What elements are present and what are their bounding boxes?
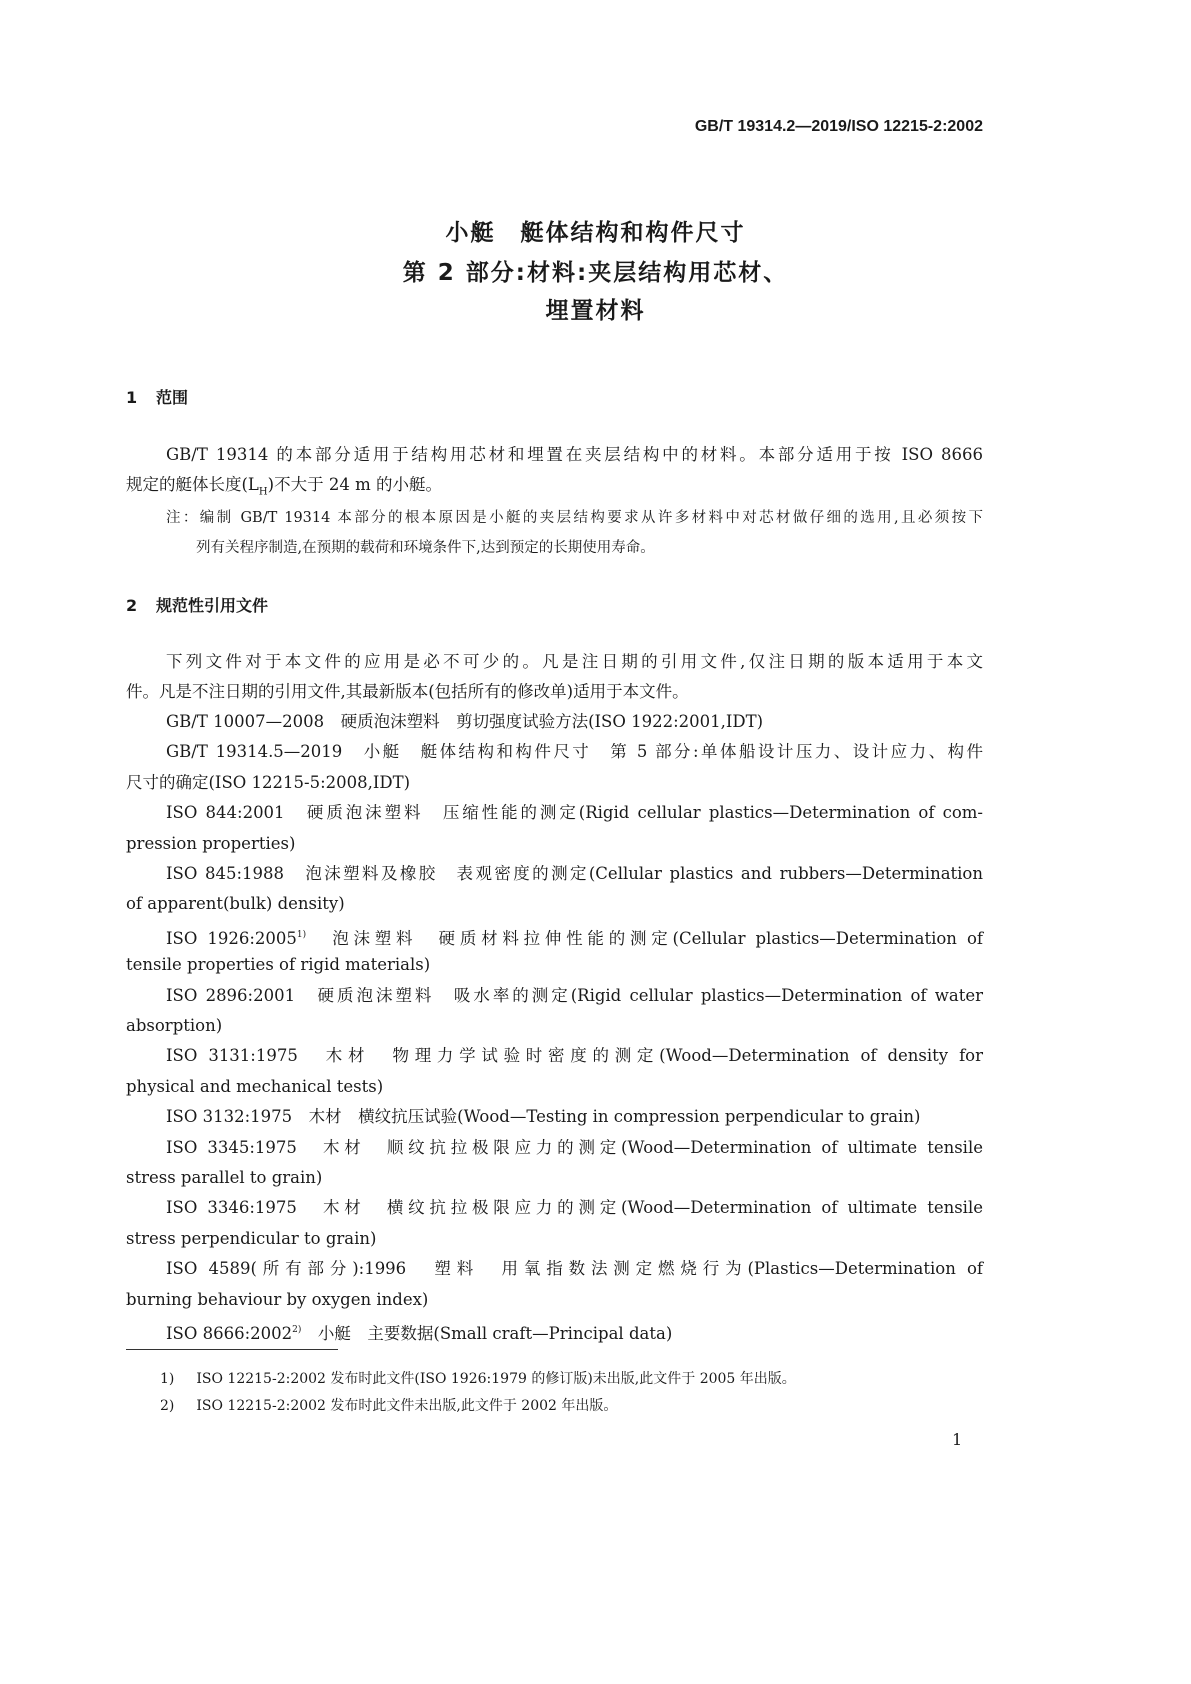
reference-entry [166,1197,983,1219]
footnote-text: ISO 12215-2:2002 发布时此文件(ISO 1926:1979 的修订版)未出版,此文件于 2005 年出版。 [196,1371,796,1387]
reference-entry [166,985,983,1007]
subscript: H [258,486,268,498]
reference-entry [166,1137,983,1159]
footnote-text: ISO 12215-2:2002 发布时此文件未出版,此文件于 2002 年出版。 [196,1398,618,1414]
text: )不大于 24 m 的小艇。 [267,475,442,494]
page-number: 1 [952,1430,963,1449]
reference-entry-continuation: physical and mechanical tests) [126,1076,384,1096]
title-line-3: 埋置材料 [545,298,646,324]
reference-text: ISO 1926:2005 [166,928,297,948]
reference-text: ISO 845:1988 泡沫塑料及橡胶 表观密度的测定(Cellular plastics and rubbers—Determination [166,864,983,883]
reference-entry-continuation: stress perpendicular to grain) [126,1228,377,1248]
section-number: 1 [126,388,138,407]
footnote-marker: 2) [292,1325,302,1335]
text: 规定的艇体长度(L [126,475,259,494]
reference-entry [166,711,763,733]
footnote-1 [160,1368,796,1388]
reference-entry [166,802,983,824]
note-line-2: 列有关程序制造,在预期的载荷和环境条件下,达到预定的长期使用寿命。 [196,540,655,556]
reference-text: GB/T 19314.5—2019 小艇 艇体结构和构件尺寸 第 5 部分:单体船设计压力、设计应力、构件 [166,742,983,762]
reference-text: 泡沫塑料 硬质材料拉伸性能的测定(Cellular plastics—Determination of [306,928,983,948]
note-line-1: 注：编制 GB/T 19314 本部分的根本原因是小艇的夹层结构要求从许多材料中对芯材做仔细的选用,且必须按下 [166,510,983,526]
refs-para-line-2: 件。凡是不注日期的引用文件,其最新版本(包括所有的修改单)适用于本文件。 [126,682,689,701]
footnote-divider [126,1349,338,1350]
reference-text: ISO 8666:2002 [166,1324,293,1343]
section-number: 2 [126,596,138,615]
scope-para-line-1: GB/T 19314 的本部分适用于结构用芯材和埋置在夹层结构中的材料。本部分适用于按 ISO 8666 [166,445,983,464]
section-title: 范围 [156,388,189,407]
reference-entry-continuation: 尺寸的确定(ISO 12215-5:2008,IDT) [126,772,411,792]
reference-entry-continuation: pression properties) [126,833,296,853]
reference-entry [166,1106,920,1128]
footnote-2 [160,1395,617,1415]
reference-entry [166,1319,672,1345]
reference-entry-continuation: of apparent(bulk) density) [126,894,345,914]
reference-text: GB/T 10007—2008 硬质泡沫塑料 剪切强度试验方法(ISO 1922:2001,IDT) [166,712,764,731]
reference-entry [166,1045,983,1067]
scope-para-line-2 [126,474,442,503]
reference-text: ISO 3131:1975 木材 物理力学试验时密度的测定(Wood—Determination of density for [166,1046,983,1066]
reference-entry [166,1258,983,1280]
reference-entry-continuation: stress parallel to grain) [126,1168,323,1187]
reference-text: ISO 3345:1975 木材 顺纹抗拉极限应力的测定(Wood—Determination of ultimate tensile [166,1137,983,1157]
document-header: GB/T 19314.2—2019/ISO 12215-2:2002 [694,118,983,135]
footnote-number: 1) [160,1371,175,1387]
footnote-marker: 1) [296,929,307,940]
footnote-number: 2) [160,1398,175,1414]
section-2-heading [126,593,268,616]
reference-text: 小艇 主要数据(Small craft—Principal data) [301,1324,673,1343]
title-line-1: 小艇 艇体结构和构件尺寸 [445,220,746,246]
reference-text: ISO 2896:2001 硬质泡沫塑料 吸水率的测定(Rigid cellular plastics—Determination of water [166,985,983,1005]
reference-text: ISO 4589(所有部分):1996 塑料 用氧指数法测定燃烧行为(Plastics—Determination of [166,1259,983,1279]
reference-text: ISO 844:2001 硬质泡沫塑料 压缩性能的测定(Rigid cellular plastics—Determination of com- [166,803,983,823]
reference-entry [166,863,983,885]
reference-entry-continuation: tensile properties of rigid materials) [126,955,431,975]
reference-entry-continuation: absorption) [126,1016,223,1035]
reference-entry-continuation: burning behaviour by oxygen index) [126,1289,429,1309]
reference-text: ISO 3132:1975 木材 横纹抗压试验(Wood—Testing in compression perpendicular to grain) [166,1107,921,1127]
section-1-heading [126,385,188,408]
refs-para-line-1: 下列文件对于本文件的应用是必不可少的。凡是注日期的引用文件,仅注日期的版本适用于本文 [166,652,983,671]
reference-entry [166,741,983,763]
title-line-2: 第 2 部分:材料:夹层结构用芯材、 [402,260,789,286]
section-title: 规范性引用文件 [156,596,269,615]
reference-entry [166,924,983,950]
reference-text: ISO 3346:1975 木材 横纹抗拉极限应力的测定(Wood—Determination of ultimate tensile [166,1198,983,1218]
